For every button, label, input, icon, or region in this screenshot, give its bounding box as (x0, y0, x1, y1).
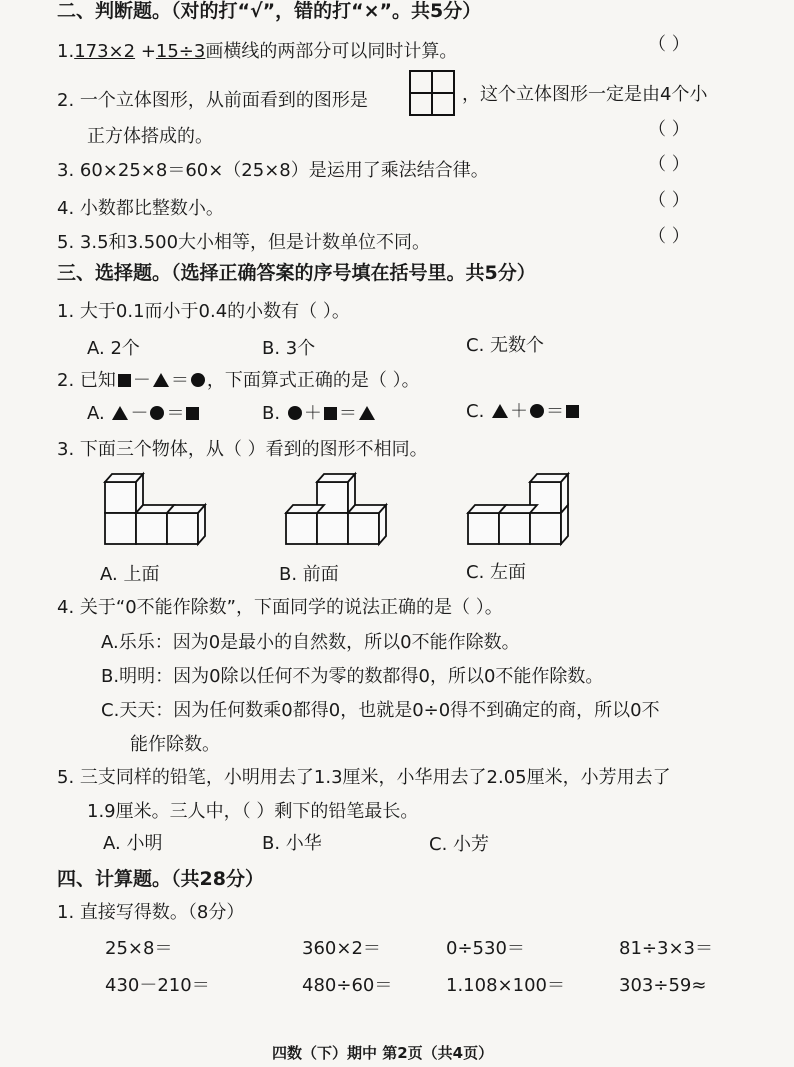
choice-q3: 3. 下面三个物体，从（ ）看到的图形不相同。 (57, 439, 428, 460)
square-icon (324, 407, 337, 420)
circle-icon (288, 406, 302, 420)
choice-q4-option-a[interactable]: A.乐乐：因为0是最小的自然数，所以0不能作除数。 (101, 632, 520, 653)
choice-q1-option-c[interactable]: C. 无数个 (466, 335, 545, 356)
front-view-grid-icon (409, 70, 455, 116)
choice-q2-option-c[interactable]: C. ＋ ＝ (466, 403, 581, 421)
judge-q2-text-c: 正方体搭成的。 (87, 126, 213, 147)
judge-q4: 4. 小数都比整数小。 (57, 198, 224, 219)
calc-item: 430－210＝ (105, 975, 210, 996)
section-3-title: 三、选择题。（选择正确答案的序号填在括号里。共5分） (57, 262, 536, 284)
judge-q4-answer-bracket[interactable]: （ ） (648, 190, 690, 211)
judge-q1: 1.173×2 +15÷3画横线的两部分可以同时计算。 (57, 41, 458, 62)
choice-q2: 2. 已知 － ＝ ，下面算式正确的是（ ）。 (57, 370, 420, 391)
calc-item: 81÷3×3＝ (619, 938, 713, 959)
calc-item: 303÷59≈ (619, 975, 707, 996)
calc-item: 25×8＝ (105, 938, 173, 959)
choice-q5-option-a[interactable]: A. 小明 (103, 833, 163, 854)
choice-q5-line1: 5. 三支同样的铅笔，小明用去了1.3厘米，小华用去了2.05厘米，小芳用去了 (57, 767, 671, 788)
calc-item: 480÷60＝ (302, 975, 393, 996)
calc-item: 1.108×100＝ (446, 975, 565, 996)
cube-figure-a (103, 470, 213, 550)
section-2-title: 二、判断题。（对的打“√”，错的打“×”。共5分） (57, 0, 482, 22)
choice-q2-option-b[interactable]: B. ＋ ＝ (262, 405, 377, 423)
circle-icon (150, 406, 164, 420)
choice-q2-option-a[interactable]: A. － ＝ (87, 405, 201, 423)
judge-q2-answer-bracket[interactable]: （ ） (648, 119, 690, 140)
calc-item: 0÷530＝ (446, 938, 525, 959)
square-icon (186, 407, 199, 420)
choice-q1-option-b[interactable]: B. 3个 (262, 338, 316, 359)
square-icon (566, 405, 579, 418)
judge-q2-text-a: 2. 一个立体图形，从前面看到的图形是 (57, 90, 368, 111)
triangle-icon (112, 406, 128, 420)
triangle-icon (153, 373, 169, 387)
page-footer: 四数（下）期中 第2页（共4页） (272, 1044, 494, 1062)
section-4-title: 四、计算题。（共28分） (57, 868, 264, 890)
choice-q1-option-a[interactable]: A. 2个 (87, 338, 140, 359)
judge-q2-text-b: ，这个立体图形一定是由4个小 (462, 84, 708, 105)
triangle-icon (492, 404, 508, 418)
choice-q4-option-c[interactable]: C.天天：因为任何数乘0都得0，也就是0÷0得不到确定的商，所以0不 (101, 700, 660, 721)
choice-q1: 1. 大于0.1而小于0.4的小数有（ ）。 (57, 301, 350, 322)
choice-q5-line2: 1.9厘米。三人中，（ ）剩下的铅笔最长。 (87, 801, 419, 822)
choice-q4-option-b[interactable]: B.明明：因为0除以任何不为零的数都得0，所以0不能作除数。 (101, 666, 604, 687)
judge-q5-answer-bracket[interactable]: （ ） (648, 226, 690, 247)
square-icon (118, 374, 131, 387)
circle-icon (191, 373, 205, 387)
cube-figure-c (466, 470, 576, 550)
calc-item: 360×2＝ (302, 938, 381, 959)
choice-q4-option-c-cont: 能作除数。 (130, 734, 220, 755)
choice-q3-option-c[interactable]: C. 左面 (466, 562, 527, 583)
judge-q3: 3. 60×25×8＝60×（25×8）是运用了乘法结合律。 (57, 160, 489, 181)
judge-q5: 5. 3.5和3.500大小相等，但是计数单位不同。 (57, 232, 431, 253)
circle-icon (530, 404, 544, 418)
choice-q5-option-b[interactable]: B. 小华 (262, 833, 322, 854)
judge-q3-answer-bracket[interactable]: （ ） (648, 154, 690, 175)
calc-subtitle: 1. 直接写得数。（8分） (57, 902, 245, 923)
judge-q1-answer-bracket[interactable]: （ ） (648, 34, 690, 55)
triangle-icon (359, 406, 375, 420)
choice-q3-option-a[interactable]: A. 上面 (100, 564, 160, 585)
choice-q3-option-b[interactable]: B. 前面 (279, 564, 339, 585)
cube-figure-b (284, 470, 394, 550)
choice-q4: 4. 关于“0不能作除数”，下面同学的说法正确的是（ ）。 (57, 597, 503, 618)
choice-q5-option-c[interactable]: C. 小芳 (429, 834, 490, 855)
